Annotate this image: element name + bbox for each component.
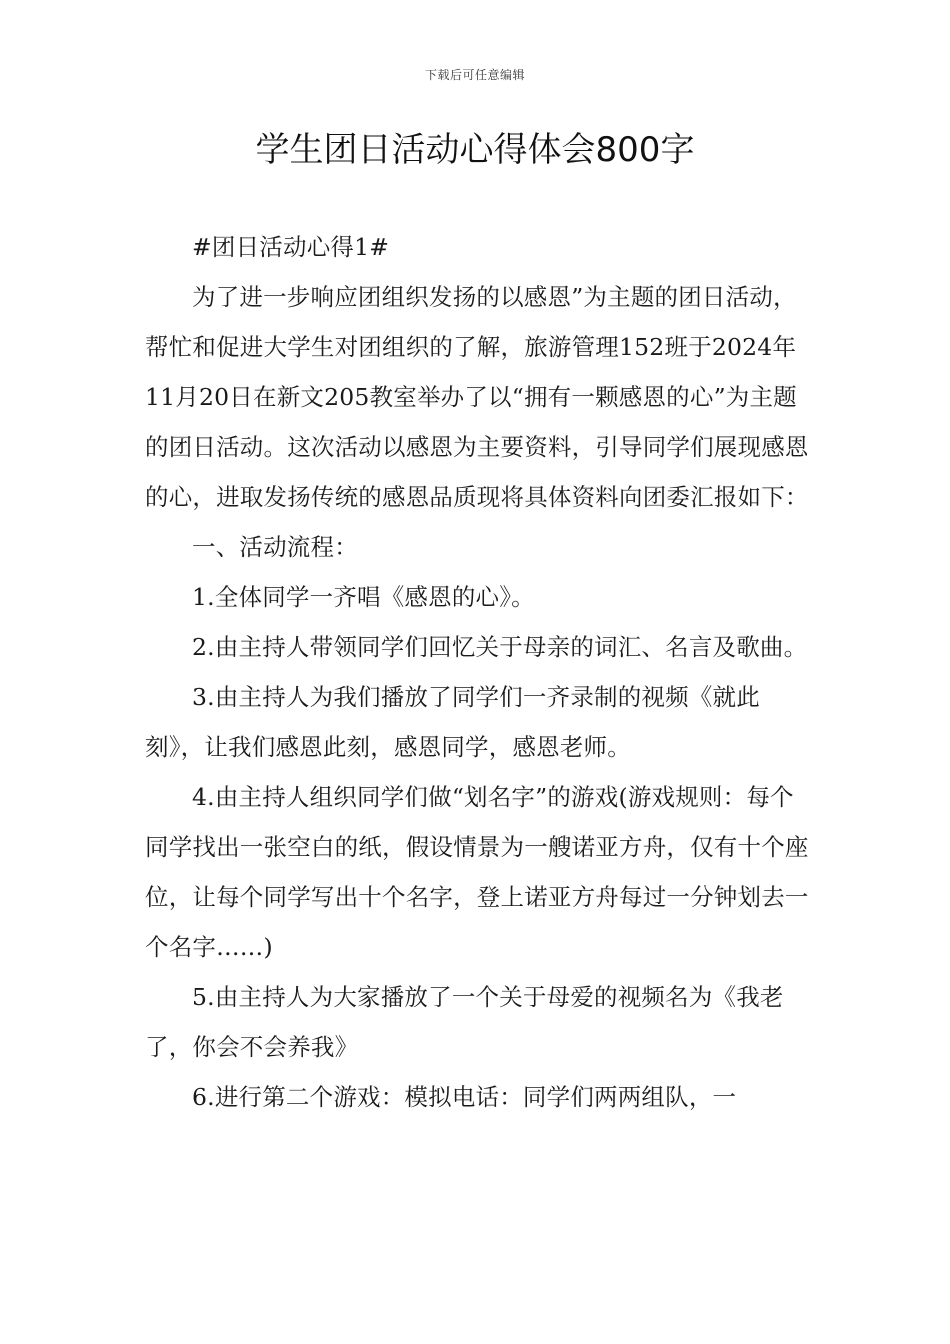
document-title: 学生团日活动心得体会800字	[255, 130, 695, 170]
list-item: 5.由主持人为大家播放了一个关于母爱的视频名为《我老了，你会不会养我》	[145, 983, 784, 1061]
list-item: 6.进行第二个游戏：模拟电话：同学们两两组队，一	[192, 1083, 737, 1111]
list-item: 3.由主持人为我们播放了同学们一齐录制的视频《就此刻》，让我们感恩此刻，感恩同学，感恩老师。	[145, 683, 760, 761]
list-item: 2.由主持人带领同学们回忆关于母亲的词汇、名言及歌曲。	[192, 633, 808, 661]
intro-paragraph: 为了进一步响应团组织发扬的以感恩”为主题的团日活动，帮忙和促进大学生对团组织的了解，旅游管理152班于2024年11月20日在新文205教室举办了以“拥有一颗感恩的心”为主题的团日活动。这次活动以感恩为主要资料，引导同学们展现感恩的心，进取发扬传统的感恩品质现将具体资料向团委汇报如下：	[145, 283, 809, 511]
section-heading: #团日活动心得1#	[192, 233, 390, 261]
page-header-note: 下载后可任意编辑	[424, 68, 525, 82]
list-item: 4.由主持人组织同学们做“划名字”的游戏(游戏规则：每个同学找出一张空白的纸，假设情景为一艘诺亚方舟，仅有十个座位，让每个同学写出十个名字，登上诺亚方舟每过一分钟划去一个名字……)	[145, 783, 809, 961]
list-heading: 一、活动流程：	[192, 533, 358, 561]
list-item: 1.全体同学一齐唱《感恩的心》。	[192, 583, 535, 611]
document-body	[145, 222, 817, 1122]
